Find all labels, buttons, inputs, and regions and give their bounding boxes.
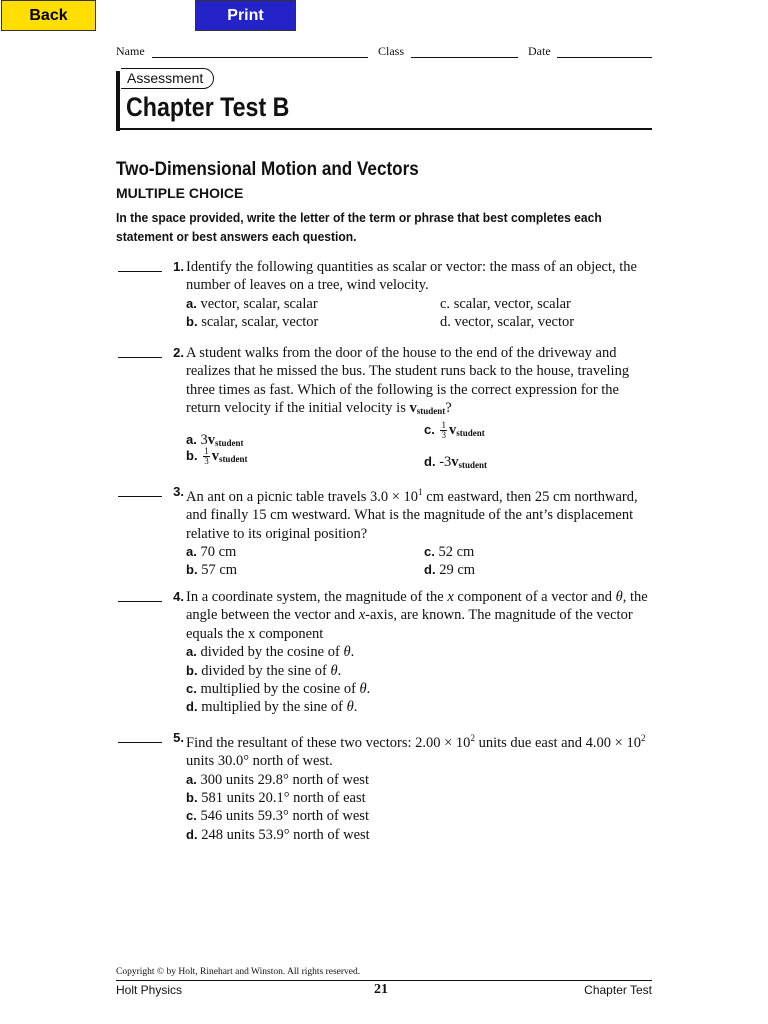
question-1: [116, 258, 656, 332]
option-d: d. 29 cm: [424, 562, 476, 579]
option-d: d. 248 units 53.9° north of west: [186, 826, 370, 843]
print-button[interactable]: Print: [195, 0, 296, 31]
question-number: 2.: [173, 345, 184, 360]
footer-book-title: Holt Physics: [116, 983, 183, 997]
option-b: b. divided by the sine of θ.: [186, 662, 342, 679]
class-label: Class: [378, 44, 405, 58]
options-list: [186, 543, 656, 580]
section-title: Two-Dimensional Motion and Vectors: [116, 159, 419, 180]
question-5: [116, 729, 656, 844]
page-title: Chapter Test B: [126, 92, 290, 122]
title-divider: [116, 128, 652, 130]
option-a: a. vector, scalar, scalar: [186, 295, 318, 312]
date-field[interactable]: [557, 57, 652, 58]
question-stem: Find the resultant of these two vectors: $2.00 \times 10^2$ units due east and $4.00 \times 10^2$ units 30.0° north of west.: [186, 733, 646, 770]
question-number: 5.: [173, 730, 184, 745]
option-c: c. $\frac{1}{3}$ $v_{student}$: [424, 419, 485, 440]
options-list: [186, 643, 656, 717]
back-button[interactable]: Back: [1, 0, 96, 31]
option-d: d. vector, scalar, vector: [440, 314, 575, 331]
question-2: [116, 344, 656, 477]
answer-blank-5[interactable]: [118, 742, 162, 743]
question-number: 1.: [173, 259, 184, 274]
option-d: d. multiplied by the sine of θ.: [186, 699, 358, 716]
option-b: b. $\frac{1}{3}$ $v_{student}$: [186, 445, 248, 466]
answer-blank-3[interactable]: [118, 496, 162, 497]
option-c: c. multiplied by the cosine of θ.: [186, 681, 371, 697]
option-c: c. 546 units 59.3° north of west: [186, 808, 369, 825]
option-a: a. $3v_{student}$: [186, 431, 244, 448]
name-field[interactable]: [152, 57, 368, 58]
name-label: Name: [116, 44, 145, 58]
options-list: [186, 295, 656, 332]
options-list: [186, 771, 656, 845]
answer-blank-1[interactable]: [118, 271, 162, 272]
banner-bar: [116, 71, 120, 131]
option-c: c. 52 cm: [424, 544, 475, 561]
option-c: c. scalar, vector, scalar: [440, 295, 571, 312]
assessment-tab: Assessment: [121, 68, 214, 89]
question-3: [116, 483, 656, 580]
option-a: a. 300 units 29.8° north of west: [186, 771, 369, 788]
section-subtitle: MULTIPLE CHOICE: [116, 185, 244, 201]
question-number: 4.: [173, 589, 184, 604]
instructions: In the space provided, write the letter of the term or phrase that best completes each statement or best answers each question.: [116, 210, 602, 244]
question-stem: A student walks from the door of the house to the end of the driveway and realizes that he missed the bus. The student runs back to the house, traveling three times as fast. Which of the following is the correct expression for the return velocity if the initial velocity is $v_{student}$?: [186, 345, 630, 417]
student-info-header: [116, 44, 652, 60]
question-stem: In a coordinate system, the magnitude of the x component of a vector and θ, the angle between the vector and x-axis, are known. The magnitude of the vector equals the x component: [186, 589, 648, 642]
question-stem: An ant on a picnic table travels $3.0 \times 10^1$ cm eastward, then 25 cm northward, and finally 15 cm westward. What is the magnitude of the ant’s displacement relative to its original position?: [186, 487, 638, 542]
answer-blank-4[interactable]: [118, 601, 162, 602]
class-field[interactable]: [411, 57, 518, 58]
footer-section-name: Chapter Test: [584, 983, 652, 997]
option-b: b. scalar, scalar, vector: [186, 314, 319, 331]
options-list: [186, 419, 656, 477]
date-label: Date: [528, 44, 551, 58]
question-number: 3.: [173, 484, 184, 499]
option-d: d. $-3v_{student}$: [424, 453, 488, 470]
option-a: a. 70 cm: [186, 544, 237, 561]
answer-blank-2[interactable]: [118, 357, 162, 358]
footer-divider: [116, 980, 652, 981]
question-stem: Identify the following quantities as scalar or vector: the mass of an object, the number of leaves on a tree, wind velocity.: [186, 259, 637, 294]
option-b: b. 57 cm: [186, 562, 238, 579]
question-4: [116, 588, 656, 717]
copyright-notice: Copyright © by Holt, Rinehart and Winston. All rights reserved.: [116, 967, 361, 977]
option-b: b. 581 units 20.1° north of east: [186, 790, 366, 807]
option-a: a. divided by the cosine of θ.: [186, 644, 355, 661]
page-number: 21: [374, 982, 388, 997]
